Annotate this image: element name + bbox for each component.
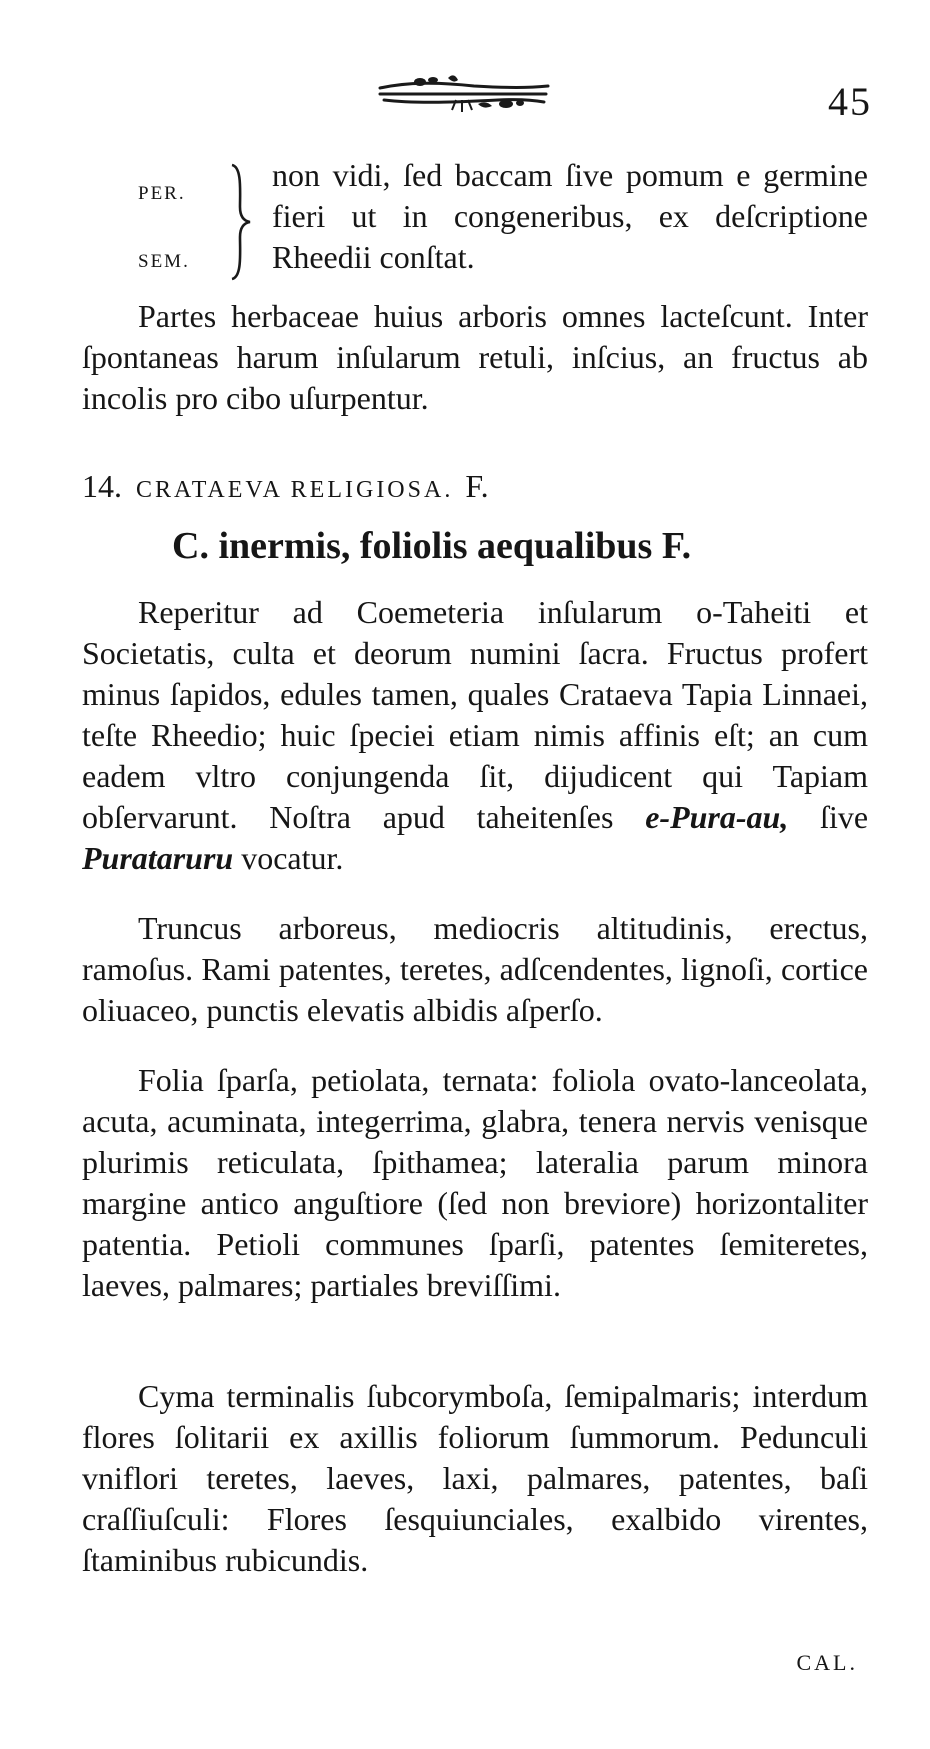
habitat-text: Reperitur ad Coemeteria inſularum o-Taheiti et Societatis, culta et deorum numini ſacra. Fructus profert minus ſapidos, edules tamen, quales Crataeva Tapia Linnaei, teſte Rheedio; huic ſpeciei etiam nimis affinis eſt; an cum eadem vltro conjungenda ſit, dijudicent qui Tapiam obſervarunt. Noſtra apud taheitenſes (82, 594, 868, 835)
vernacular-name-1: e-Pura-au, (645, 799, 789, 835)
species-diagnosis: C. inermis, foliolis aequalibus F. (172, 525, 692, 567)
folia-paragraph (82, 1060, 868, 1306)
intro-paragraph-text: Partes herbaceae huius arboris omnes lacteſcunt. Inter ſpontaneas harum inſularum retuli, inſcius, an fructus ab incolis pro cibo uſurpentur. (82, 298, 868, 416)
cyma-text: Cyma terminalis ſubcorymboſa, ſemipalmaris; interdum flores ſolitarii ex axillis foliorum ſummorum. Pedunculi vniflori teretes, laeves, laxi, palmares, patentes, baſi craſſiuſculi: Flores ſesquiunciales, exalbido virentes, ſtaminibus rubicundis. (82, 1378, 868, 1578)
vernacular-name-2: Purataruru (82, 840, 234, 876)
species-number: 14. (82, 468, 122, 504)
habitat-connector: ſive (820, 799, 869, 835)
semina-label: SEM. (138, 251, 190, 272)
page-number: 45 (828, 79, 872, 124)
habitat-end: vocatur. (241, 840, 344, 876)
catchword: CAL. (796, 1650, 858, 1675)
folia-text: Folia ſparſa, petiolata, ternata: foliola ovato-lanceolata, acuta, acuminata, integerrima, glabra, tenera nervis venisque plurimis reticulata, ſpithamea; lateralia parum minora margine antico anguſtiore (ſed non breviore) horizontaliter patentia. Petioli communes ſparſi, patentes ſemiteretes, laeves, palmares; partiales breviſſimi. (82, 1062, 868, 1303)
page-header (0, 72, 930, 132)
intro-paragraph (82, 296, 868, 419)
species-name: CRATAEVA RELIGIOSA. (136, 477, 454, 503)
species-author: F. (465, 468, 489, 504)
truncus-paragraph (82, 908, 868, 1031)
pericarpium-semina-text: non vidi, ſed baccam ſive pomum e germine fieri ut in congeneribus, ex deſcriptione Rheedii conſtat. (272, 157, 868, 275)
pericarpium-label: PER. (138, 183, 186, 204)
truncus-text: Truncus arboreus, mediocris altitudinis, erectus, ramoſus. Rami patentes, teretes, adſcendentes, lignoſi, cortice oliuaceo, punctis elevatis albidis aſperſo. (82, 910, 868, 1028)
habitat-paragraph (82, 592, 868, 879)
cyma-paragraph (82, 1376, 868, 1581)
curly-brace-icon (226, 163, 252, 281)
species-heading (82, 468, 868, 505)
pericarpium-semina-note (0, 155, 930, 285)
decorative-ornament-icon (378, 74, 550, 124)
